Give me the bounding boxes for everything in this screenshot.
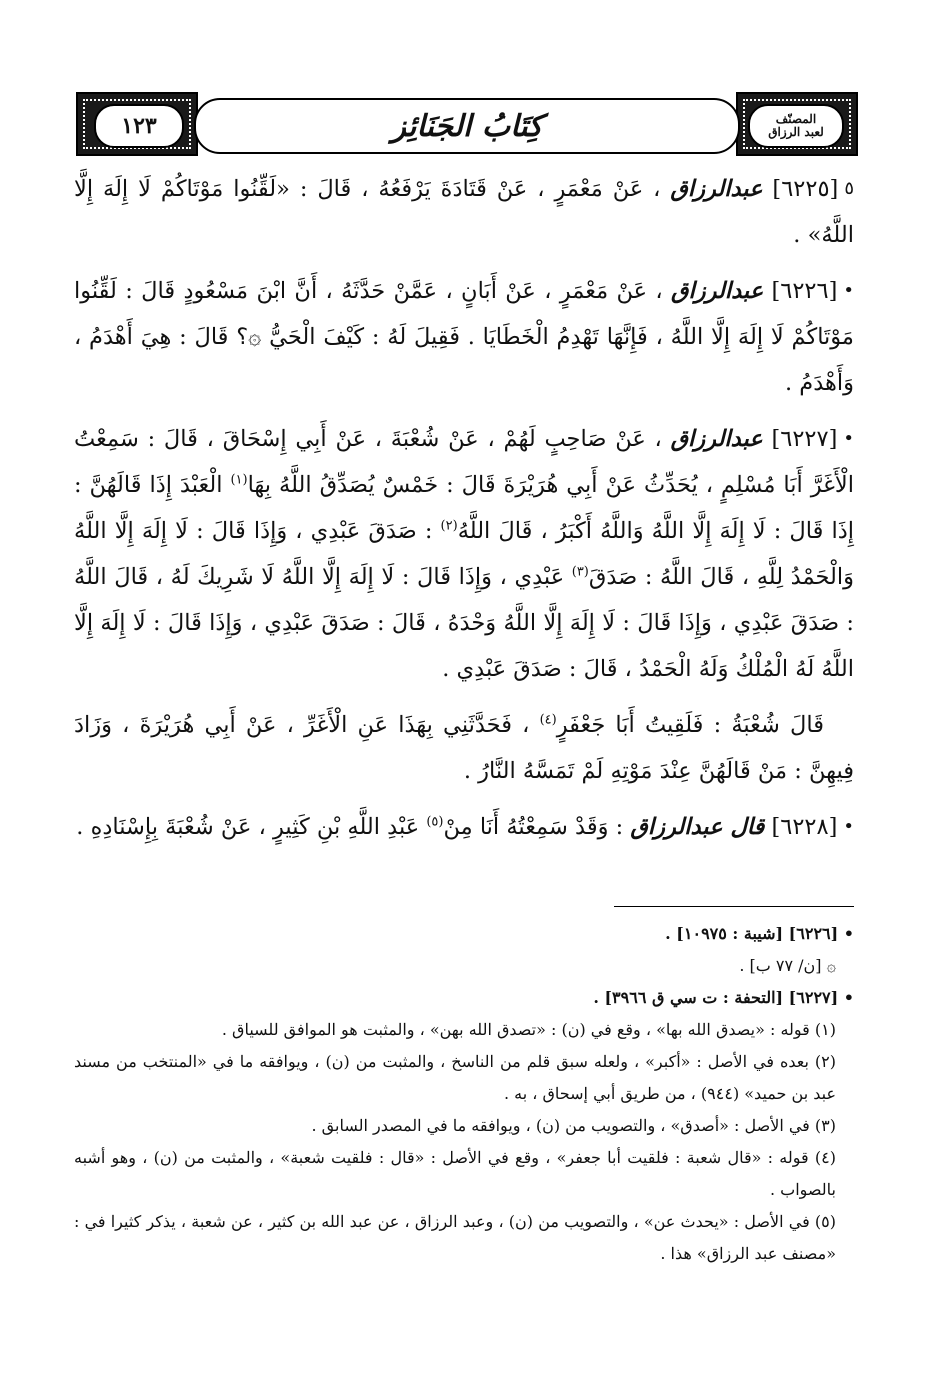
source-ref-6227: • [٦٢٢٧] [التحفة : ت سي ق ٣٩٦٦] . — [593, 988, 854, 1007]
footnote-ref-2[interactable]: (٢) — [440, 518, 458, 534]
footnote-divider — [614, 906, 854, 907]
manuscript-ref: ۞ [ن/ ٧٧ ب] . — [739, 956, 836, 975]
footnote-4: (٤) قوله : «قال شعبة : فلقيت أبا جعفر» ، وقع في الأصل : «قال : فلقيت شعبة» ، والمثبت من (ن) ، وهو أشبه بالصواب . — [74, 1148, 836, 1199]
footnote-5: (٥) في الأصل : «يحدث عن» ، والتصويب من (ن) ، وعبد الرزاق ، عن عبد الله بن كثير ، عن شعبة ، يذكر كثيرا في : «مصنف عبد الرزاق» هذا . — [74, 1212, 837, 1263]
footnotes — [74, 918, 854, 1270]
narrator-name: عبدالرزاق — [670, 176, 763, 202]
hadith-text: ، عَنْ مَعْمَرٍ ، عَنْ قَتَادَةَ يَرْفَعُهُ ، قَالَ : «لَقِّنُوا مَوْتَاكُمْ لَا إِلَهَ إِلَّا اللَّهُ» . — [74, 176, 854, 248]
footnote-1: (١) قوله : «يصدق الله بها» ، وقع في (ن) : «تصدق الله بهن» ، والمثبت هو الموافق للسياق . — [221, 1020, 836, 1039]
hadith-number: [٦٢٢٥] — [772, 176, 839, 202]
shuba-addition — [74, 702, 854, 794]
book-title-seal — [748, 104, 844, 148]
hadith-6227 — [74, 416, 854, 692]
hadith-6228 — [74, 804, 854, 850]
hadith-number: [٦٢٢٧] — [771, 426, 838, 452]
page-number: ١٢٣ — [94, 104, 184, 148]
hadith-marker: • — [843, 280, 855, 301]
hadith-text: قَالَ شُعْبَةُ : فَلَقِيتُ أَبَا جَعْفَرٍ — [556, 712, 825, 738]
footnote-2: (٢) بعده في الأصل : «أكبر» ، ولعله سبق قلم من الناسخ ، والمثبت من (ن) ، ويوافقه ما في «المنتخب من مسند عبد بن حميد» (٩٤٤) ، من طريق أبي إسحاق ، به . — [74, 1052, 836, 1103]
hadith-text: : صَدَقَ عَبْدِي ، وَإِذَا قَالَ : لَا إِلَهَ إِلَّا اللَّهُ وَالْحَمْدُ لِلَّهِ ، قَالَ اللَّهُ : صَدَقَ — [74, 518, 854, 590]
main-text — [74, 166, 854, 860]
hadith-marker: • — [843, 428, 855, 449]
hadith-number: [٦٢٢٦] — [771, 278, 838, 304]
hadith-6225 — [74, 166, 854, 258]
hadith-text: : وَقَدْ سَمِعْتُهُ أَنَا مِنْ — [443, 814, 624, 840]
chapter-title-frame — [194, 98, 740, 154]
hadith-text: الْعَبْدَ إِذَا قَالَهُنَّ : إِذَا قَالَ : لَا إِلَهَ إِلَّا اللَّهُ وَاللَّهُ أَكْبَرُ ، قَالَ اللَّهُ — [74, 472, 854, 544]
narrator-name: عبدالرزاق — [670, 426, 763, 452]
hadith-text: ، عَنْ صَاحِبٍ لَهُمْ ، عَنْ شُعْبَةَ ، عَنْ أَبِي إِسْحَاقَ ، قَالَ : سَمِعْتُ الْأَغَرَّ أَبَا مُسْلِمٍ ، يُحَدِّثُ عَنْ أَبِي هُرَيْرَةَ قَالَ : خَمْسٌ يُصَدِّقُ اللَّهُ بِهَا — [74, 426, 854, 498]
narrator-name: قال عبدالرزاق — [630, 814, 765, 840]
hadith-marker: ٥ — [844, 178, 854, 199]
hadith-text: ، فَحَدَّثَنِي بِهَذَا عَنِ الْأَغَرِّ ، عَنْ أَبِي هُرَيْرَةَ ، وَزَادَ فِيهِنَّ : مَنْ قَالَهُنَّ عِنْدَ مَوْتِهِ لَمْ تَمَسَّهُ النَّارُ . — [74, 712, 854, 784]
page-header — [76, 92, 858, 156]
source-ref-6226: • [٦٢٢٦] [شيبة : ١٠٩٧٥] . — [665, 924, 854, 943]
book-title-line2: لعبد الرزاق — [768, 125, 824, 139]
hadith-number: [٦٢٢٨] — [771, 814, 838, 840]
footnote-ref-3[interactable]: (٣) — [571, 564, 589, 580]
hadith-text: عَبْدِ اللَّهِ بْنِ كَثِيرٍ ، عَنْ شُعْبَةَ بِإِسْنَادِهِ . — [76, 814, 420, 840]
footnote-ref-1[interactable]: (١) — [230, 472, 248, 488]
footnote-3: (٣) في الأصل : «أصدق» ، والتصويب من (ن) ، ويوافقه ما في المصدر السابق . — [311, 1116, 836, 1135]
footnote-ref-5[interactable]: (٥) — [426, 814, 444, 830]
chapter-title: كِتَابُ الجَنَائِز — [391, 108, 543, 144]
book-title-line1: المصنّف — [775, 112, 817, 126]
footnote-ref-4[interactable]: (٤) — [539, 712, 557, 728]
hadith-text: ، عَنْ مَعْمَرٍ ، عَنْ أَبَانٍ ، عَمَّنْ حَدَّثَهُ ، أَنَّ ابْنَ مَسْعُودٍ قَالَ : لَقِّنُوا مَوْتَاكُمْ لَا إِلَهَ إِلَّا اللَّهُ ، فَإِنَّهَا تَهْدِمُ الْخَطَايَا . فَقِيلَ لَهُ : كَيْفَ الْحَيُّ ۞؟ قَالَ : هِيَ أَهْدَمُ ، وَأَهْدَمُ . — [74, 278, 854, 396]
hadith-6226 — [74, 268, 854, 406]
hadith-marker: • — [843, 816, 854, 837]
hadith-text: عَبْدِي ، وَإِذَا قَالَ : لَا إِلَهَ إِلَّا اللَّهُ لَا شَرِيكَ لَهُ ، قَالَ اللَّهُ : صَدَقَ عَبْدِي ، وَإِذَا قَالَ : لَا إِلَهَ إِلَّا اللَّهُ وَحْدَهُ ، قَالَ : صَدَقَ عَبْدِي ، وَإِذَا قَالَ : لَا إِلَهَ إِلَّا اللَّهُ لَهُ الْمُلْكُ وَلَهُ الْحَمْدُ ، قَالَ : صَدَقَ عَبْدِي . — [74, 564, 854, 682]
narrator-name: عبدالرزاق — [671, 278, 764, 304]
